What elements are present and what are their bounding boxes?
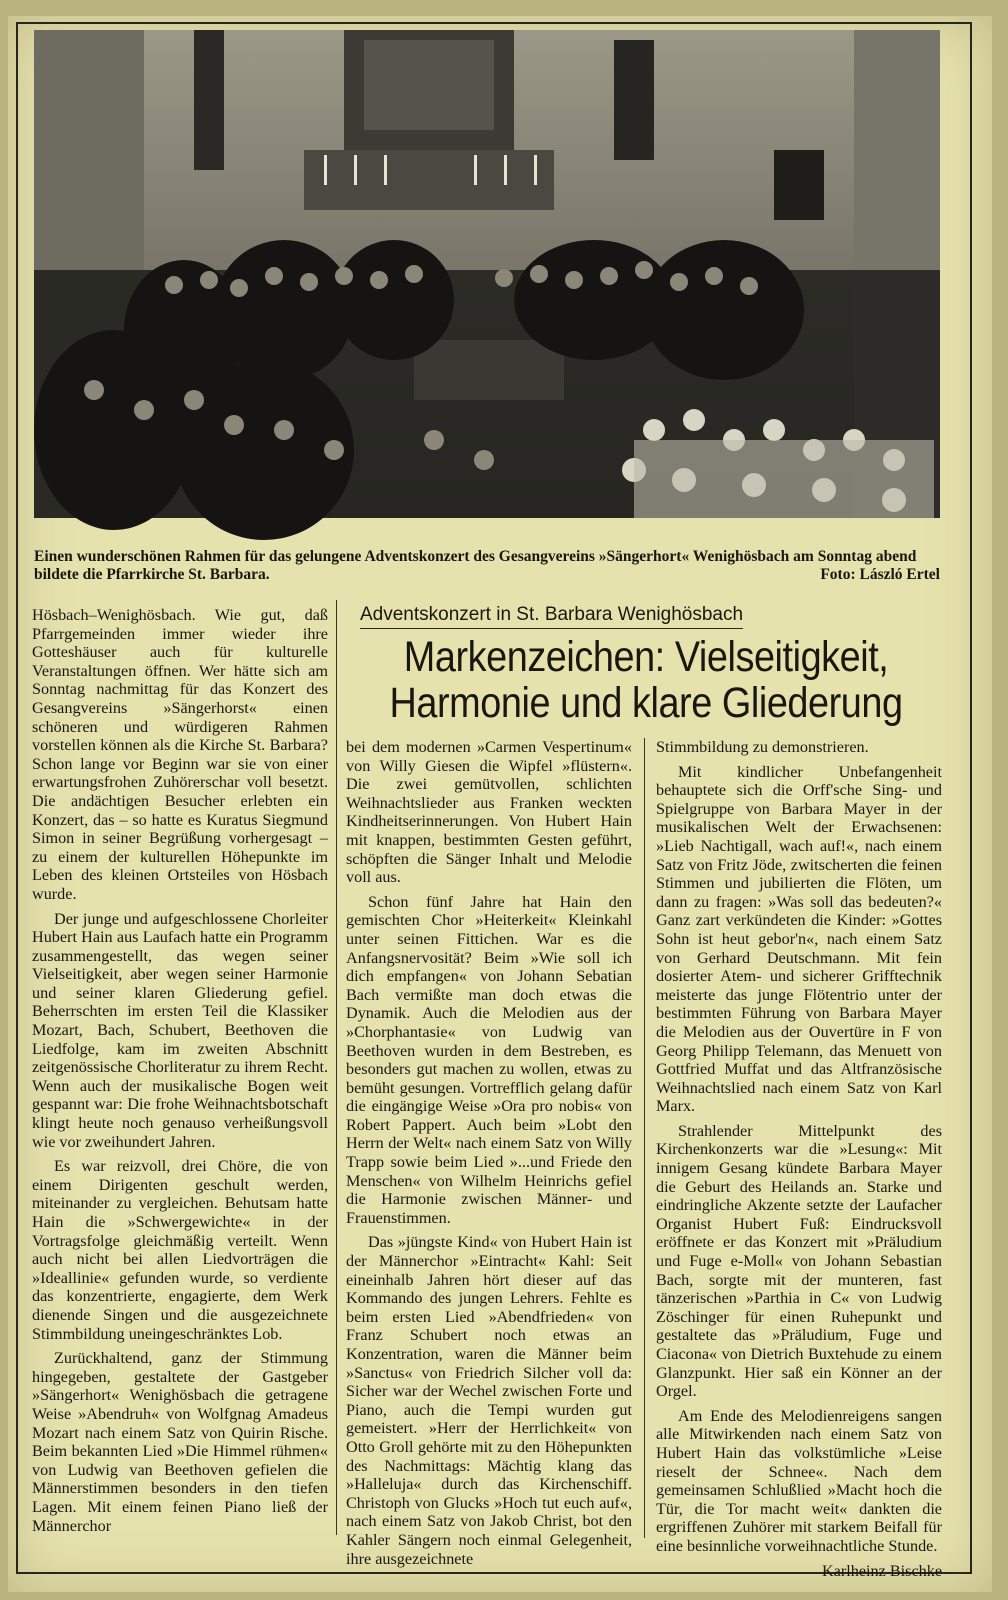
headline-line-1: Markenzeichen: Vielseitigkeit, xyxy=(403,633,889,681)
paragraph: Am Ende des Melodienreigens sangen alle Mitwirkenden nach einem Satz von Hubert Hain das volkstümliche »Leise rieselt der Schnee«. Nach dem gemeinsamen Schlußlied »Macht hoch die Tür, die Tor macht weit« dankten die ergriffenen Zuhörer mit starkem Beifall für eine besinnliche vorweihnachtliche Stunde. xyxy=(656,1406,942,1555)
article-column-2 xyxy=(346,738,632,1568)
paragraph: Strahlender Mittelpunkt des Kirchenkonzerts war die »Lesung«: Mit innigem Gesang kündete Barbara Mayer die Geburt des Heilands an. Starke und eindringliche Akzente setzte der Laufacher Organist Hubert Fuß: Eindrucksvoll eröffnete er das Konzert mit »Präludium und Fuge e-Moll« von Johann Sebastian Bach, sorgte mit der munteren, fast tänzerischen »Parthia in C« von Ludwig Zöschinger für einen Ruhepunkt und gestaltete das »Präludium, Fuge und Ciacona« von Dietrich Buxtehude zu einem Glanzpunkt. Hier saß ein Könner an der Orgel. xyxy=(656,1121,942,1401)
article-kicker: Adventskonzert in St. Barbara Wenighösbach xyxy=(360,604,743,629)
church-choir-illustration xyxy=(34,30,940,518)
photo-caption xyxy=(34,548,940,584)
author-byline: Karlheinz Bischke xyxy=(821,1561,942,1580)
paragraph: Das »jüngste Kind« von Hubert Hain ist der Männerchor »Eintracht« Kahl: Seit eineinhalb Jahren hört dieser auf das Kommando des jungen Lehrers. Fehlte es beim ersten Lied »Abendfrieden« von Franz Schubert noch etwas an Konzentration, waren die Männer beim »Sanctus« von Friedrich Silcher voll da: Sicher war der Wechel zwischen Forte und Piano, auch die Tempi wurden gut gemeistert. »Herr der Herrlichkeit« von Otto Groll gehörte mit zu den Höhepunkten des Nachmittags: Mächtig klang das »Halleluja« durch das Kirchenschiff. Christoph von Glucks »Hoch tut euch auf«, nach einem Satz von Jakob Christ, bot den Kahler Sängern noch einmal Gelegenheit, ihre ausgezeichnete xyxy=(346,1233,632,1568)
article-column-3 xyxy=(656,738,942,1580)
article-headline xyxy=(346,634,946,726)
article-column-1 xyxy=(32,606,328,1541)
paragraph: Es war reizvoll, drei Chöre, die von einem Dirigenten geschult werden, miteinander zu vergleichen. Behutsam hatte Hain die »Schwergewichte« in der Vortragsfolge gleichmäßig verteilt. Wenn auch nicht bei allen Liedvorträgen die »Ideallinie« gefunden wurde, so verdiente das konzentrierte, engagierte, dem Werk dienende Singen und die ausgezeichnete Stimmbildung uneingeschränktes Lob. xyxy=(32,1157,328,1343)
choir-photo xyxy=(34,30,940,518)
paragraph: Der junge und aufgeschlossene Chorleiter Hubert Hain aus Laufach hatte ein Programm zusammengestellt, das wegen seiner Vielseitigkeit, aber wegen seiner Harmonie und seiner klaren Gliederung gefiel. Beherrschten im ersten Teil die Klassiker Mozart, Bach, Schubert, Beethoven die Liedfolge, kam im zweiten Abschnitt zeitgenössische Chorliteratur zu ihrem Recht. Wenn auch der musikalische Bogen weit gespannt war: Die frohe Weihnachtsbotschaft klingt heute noch genauso verheißungsvoll wie vor zweihundert Jahren. xyxy=(32,909,328,1151)
paragraph: Stimmbildung zu demonstrieren. xyxy=(656,738,869,756)
caption-text: Einen wunderschönen Rahmen für das gelungene Adventskonzert des Gesangvereins »Sängerhort« Wenighösbach am Sonntag abend bildete die Pfarrkirche St. Barbara. xyxy=(34,548,917,583)
photo-credit: Foto: László Ertel xyxy=(820,566,940,583)
headline-line-2: Harmonie und klare Gliederung xyxy=(389,679,903,727)
paragraph: Mit kindlicher Unbefangenheit behauptete sich die Orff'sche Sing- und Spielgruppe von Barbara Mayer in der musikalischen Welt der Erwachsenen: »Lieb Nachtigall, wach auf!«, nach einem Satz von Fritz Jöde, zwitscherten die feinen Stimmen und jubilierten die Flöten, um dann zu fragen: »Was soll das bedeuten?« Ganz zart verkündeten die Kinder: »Gottes Sohn ist heut gebor'n«, nach einem Satz von Gerhard Deutschmann. Mit fein dosierter Atem- und sicherer Grifftechnik meisterte das junge Flötentrio unter der bestimmten Führung von Barbara Mayer die Melodien aus der Ouvertüre in F von Georg Philipp Telemann, das Menuett von Gottfried Muffat und das Altfranzösische Weihnachtslied nach einem Satz von Karl Marx. xyxy=(656,762,942,1116)
paragraph: Zurückhaltend, ganz der Stimmung hingegeben, gestaltete der Gastgeber »Sängerhort« Wenighösbach die getragene Weise »Abendruh« von Wolfgnag Amadeus Mozart nach einem Satz von Quirin Rische. Beim bekannten Lied »Die Himmel rühmen« von Ludwig van Beethoven gefielen die Männerstimmen besonders in den tiefen Lagen. Mit einem feinen Piano ließ der Männerchor xyxy=(32,1349,328,1535)
paragraph: Schon fünf Jahre hat Hain den gemischten Chor »Heiterkeit« Kleinkahl unter seinen Fittichen. War es die Anfangsnervosität? Beim »Wie soll ich dich empfangen« von Johann Sebatian Bach vermißte man doch etwas die Dynamik. Auch die Melodien aus der »Chorphantasie« von Ludwig van Beethoven wurden in dem Bestreben, es besonders gut machen zu wollen, etwas zu bemüht gesungen. Vortrefflich gelang dafür die eingängige Weise »Ora pro nobis« von Robert Pappert. Auch beim »Lobt den Herrn der Welt« nach einem Satz von Willy Trapp sowie beim Lied »...und Friede den Menschen« von Wilhelm Heinrichs gefiel die Harmonie zwischen Männer- und Frauenstimmen. xyxy=(346,892,632,1227)
paragraph: Hösbach–Wenighösbach. Wie gut, daß Pfarrgemeinden immer wieder ihre Gotteshäuser auch für kulturelle Veranstaltungen öffnen. Wer hätte sich am Sonntag nachmittag für das Konzert des Gesangvereins »Sängerhorst« einen schöneren und würdigeren Rahmen vorstellen können als die Kirche St. Barbara? Schon lange vor Beginn war sie von einer erwartungsfrohen Zuhörerschar voll besetzt. Die andächtigen Besucher erlebten ein Konzert, das – so hatte es Kuratus Siegmund Simon in seiner Begrüßung vorhergesagt – zu einem der kulturellen Höhepunkte im Leben des kleinen Ortsteiles von Hösbach wurde. xyxy=(32,606,328,903)
column-divider xyxy=(644,738,645,1538)
column-divider xyxy=(336,600,337,1535)
paragraph: bei dem modernen »Carmen Vespertinum« von Willy Giesen die Wipfel »flüstern«. Die zwei gemütvollen, schlichten Weihnachtslieder aus Franken weckten Kindheitserinnerungen. Von Hubert Hain mit knappen, bestimmten Gesten geführt, schöpften die Sänger Inhalt und Melodie voll aus. xyxy=(346,738,632,887)
